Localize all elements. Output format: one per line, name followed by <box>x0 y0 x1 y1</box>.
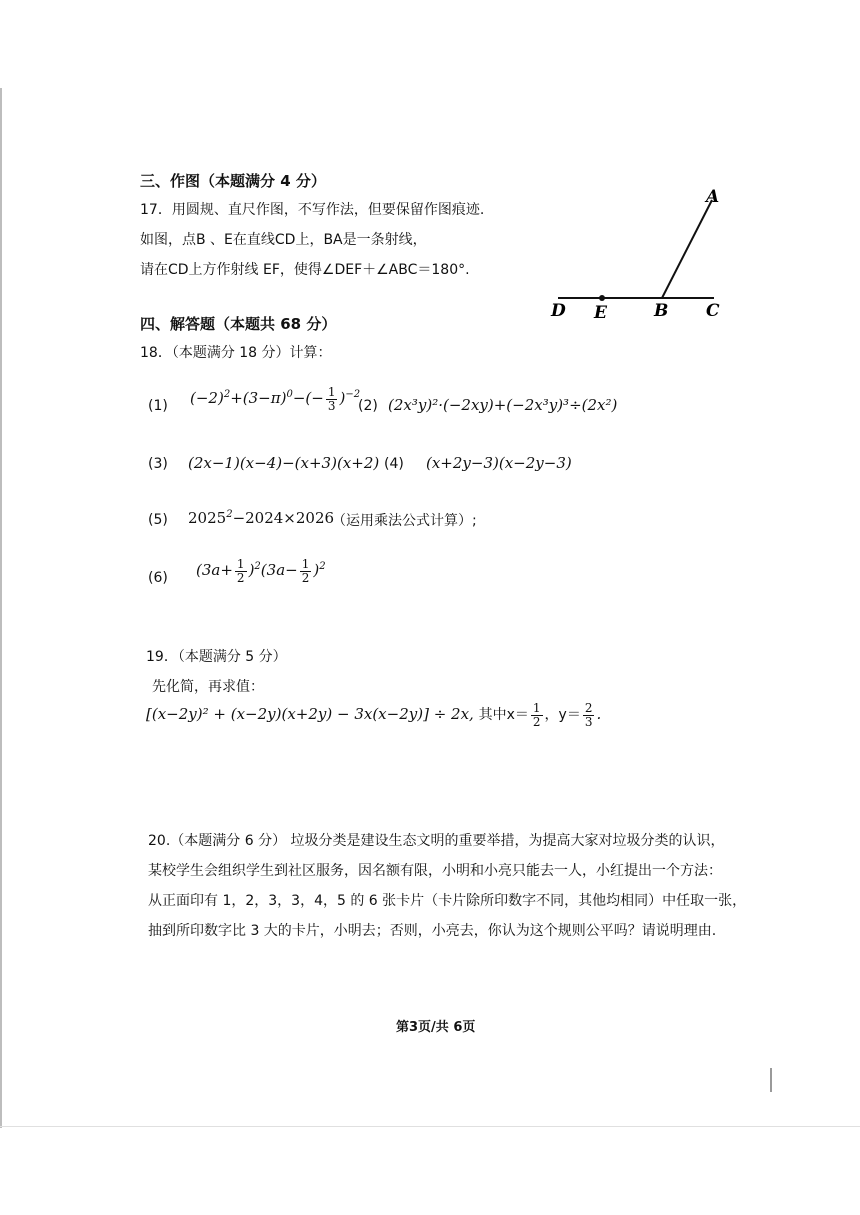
q18-5-base: 2025 <box>188 509 227 527</box>
q18-3-expr: (2x−1)(x−4)−(x+3)(x+2) <box>188 454 380 472</box>
q18-6-left-num: 1 <box>236 557 245 571</box>
q19-expression <box>146 702 601 728</box>
label-b: B <box>654 301 669 321</box>
q19-instruction: 先化简，再求值： <box>152 679 264 695</box>
q18-5-note: （运用乘法公式计算）; <box>332 513 477 529</box>
q18-6-right-exp: 2 <box>319 561 326 573</box>
q18-1-term-c-post: ) <box>339 389 346 408</box>
q18-4-expr: (x+2y−3)(x−2y−3) <box>426 454 572 472</box>
point-e <box>599 295 605 301</box>
q18-6-left-frac <box>235 558 247 584</box>
q17-line1: 17．用圆规、直尺作图，不写作法，但要保留作图痕迹. <box>140 202 485 218</box>
label-a: A <box>706 187 720 207</box>
q19-x-den: 2 <box>532 714 541 729</box>
section4-title: 四、解答题（本题共 68 分） <box>140 315 337 333</box>
geometry-figure <box>548 186 724 322</box>
q18-6-left-exp: 2 <box>254 561 261 573</box>
q20-line2: 某校学生会组织学生到社区服务，因名额有限，小明和小亮只能去一人，小红提出一个方法： <box>148 863 722 879</box>
q18-1-exp-a: 2 <box>223 389 231 401</box>
q18-6-left-post: ) <box>248 561 255 580</box>
q17-line2: 如图，点B 、E在直线CD上，BA是一条射线， <box>140 232 427 248</box>
q18-1-exp-c: −2 <box>345 389 361 401</box>
page-number: 第3页/共 6页 <box>396 1020 476 1035</box>
q18-2-expr: (2x³y)²·(−2xy)+(−2x³y)³÷(2x²) <box>388 396 618 414</box>
q19-cond-y: ，y＝ <box>544 707 581 724</box>
q18-6-right-num: 1 <box>301 557 310 571</box>
q19-cond-end: . <box>596 705 602 724</box>
label-e: E <box>594 303 607 322</box>
q18-5-rest: −2024×2026 <box>232 509 335 527</box>
q18-3-label: (3) <box>148 456 168 472</box>
q19-y-num: 2 <box>584 701 593 715</box>
q18-5-expr <box>188 509 334 527</box>
q18-6-left-pre: (3a+ <box>196 561 233 580</box>
q19-head: 19．（本题满分 5 分） <box>146 649 287 665</box>
q18-6-expr <box>196 558 326 584</box>
q19-cond-x: 其中x＝ <box>478 707 529 724</box>
q18-4-label: (4) <box>384 456 404 472</box>
q18-6-right-post: ) <box>313 561 320 580</box>
q18-1-fraction <box>326 386 338 412</box>
q18-1-expr <box>190 386 360 412</box>
q18-1-label: (1) <box>148 398 168 414</box>
q19-x-frac <box>531 702 543 728</box>
q18-2-label: (2) <box>358 398 378 414</box>
q18-1-term-b: +(3−π) <box>230 389 287 408</box>
q17-line3: 请在CD上方作射线 EF，使得∠DEF＋∠ABC＝180°. <box>140 262 470 278</box>
ray-diagram <box>548 186 724 322</box>
q18-1-frac-den: 3 <box>327 398 336 413</box>
section3-title: 三、作图（本题满分 4 分） <box>140 172 326 190</box>
q19-y-den: 3 <box>584 714 593 729</box>
q18-6-right-pre: (3a− <box>260 561 298 580</box>
q18-1-term-c-pre: −(− <box>292 389 324 408</box>
scan-bottom-edge <box>0 1126 860 1127</box>
scan-left-edge <box>0 88 2 1128</box>
q18-5-label: (5) <box>148 512 168 528</box>
ray-ba <box>662 200 712 298</box>
q18-5-exp: 2 <box>226 509 233 520</box>
q19-x-num: 1 <box>532 701 541 715</box>
q20-line3: 从正面印有 1，2，3，3，4，5 的 6 张卡片（卡片除所印数字不同，其他均相同）中任取一张， <box>148 893 747 909</box>
q18-6-left-den: 2 <box>236 570 245 585</box>
q18-6-right-frac <box>300 558 312 584</box>
q18-head: 18．（本题满分 18 分）计算： <box>140 345 332 361</box>
q18-6-right-den: 2 <box>301 570 310 585</box>
label-c: C <box>706 301 720 321</box>
q20-line4: 抽到所印数字比 3 大的卡片，小明去；否则，小亮去，你认为这个规则公平吗？请说明理由. <box>148 923 717 939</box>
q18-1-exp-b: 0 <box>286 389 293 401</box>
q20-line1: 20.（本题满分 6 分） 垃圾分类是建设生态文明的重要举措，为提高大家对垃圾分类的认识， <box>148 833 725 849</box>
q18-1-term-a: (−2) <box>190 389 224 408</box>
label-d: D <box>551 301 566 321</box>
q18-1-frac-num: 1 <box>327 385 336 399</box>
q19-expr-body: [(x−2y)² + (x−2y)(x+2y) − 3x(x−2y)] ÷ 2x, <box>146 705 474 724</box>
scan-mark <box>770 1068 772 1092</box>
q19-y-frac <box>583 702 595 728</box>
q18-6-label: (6) <box>148 570 168 586</box>
